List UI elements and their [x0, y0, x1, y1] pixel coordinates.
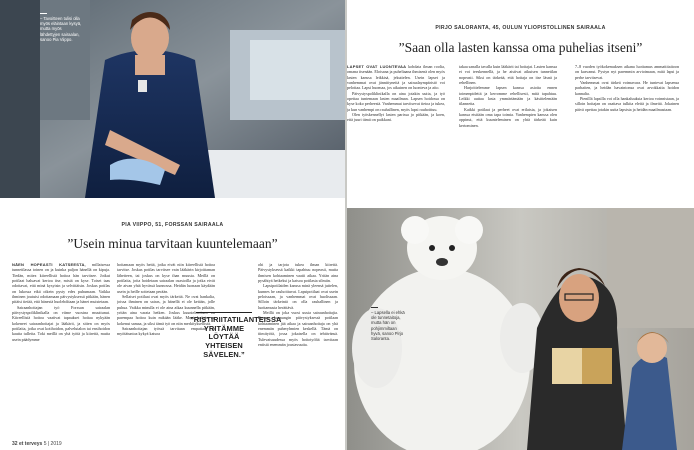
issue-number: 5 | 2019	[43, 441, 62, 447]
caption-text: – Lapsella ei ehkä ole tunnetaitoja, mutta hän on pohjimmiltaan hyvä, sanoo Pirjo Saloranta.	[371, 310, 405, 342]
paragraph: Sairaanhoitajan työ Forssan sairaalan päivystyspoliklinikalla on viime vuosina muuttunut. Kiireellisiä hoitoa vaativat tapaukset hoitaa nykyään kokeneet sairaanhoitajat ja lääkärit, ja sitten on myös potilaita, jotka ovat kotihoidon, palvelutalon tai ensihoidon kautta tulleita. Toki meillä on yhä työtä ja kiirettä, mutta usein päädymme	[12, 304, 110, 342]
body-column-1	[12, 262, 110, 437]
pullquote-rule-top	[196, 312, 252, 313]
paragraph: Päivystyspoliklinikalla on aina jotakin uutta, ja työ opettaa tuntemaan lasten maailman. Lapsen hoidossa on kyse koko perheestä. Vanhemmat tarvitsevat tietoa ja tukea, ja kun vanhempi on rauhallinen, myös lapsi rauhoittuu.	[347, 90, 445, 112]
paragraph: Lapsipotilaiden kanssa minä yleensä juttelen, kunnes he rauhoittuvat. Lapsipotilaat ovat usein peloissaan, ja vanhemmat ovat huolissaan. Silloin tärkeintä on olla rauhallinen ja luottamusta herättävä.	[258, 283, 338, 310]
page-footer	[12, 441, 62, 447]
photo-caption	[371, 307, 405, 341]
paragraph: NÄEN HOPEASTI KATSEESTA, millaisessa tunnetilassa toinen on ja kuinka paljon hänellä on kipuja. Tiedän, mitex kiireellistä hoitoa hän tarvitsee. Jotkut potilaat haluavat kertoa itse, mistä on kyse. Toiset taas odottavat, että minä kysyisin ja selvittäisin. Joskus potilas on lukossa eikä oikein pysty edes puhumaan. Vaikka ihminen joutuisi odottamaan päivystyksessä pitkään, hänen pitäisi tietää, että hänestä huolehditaan ja hänet muistetaan.	[12, 262, 110, 305]
portrait-caption	[40, 13, 82, 42]
body-column-2	[459, 64, 557, 204]
paragraph: ohi ja tarjota tukea ilman kiirettä. Päivystyksessä kaikki tapahtuu nopeasti, mutta ihmisen kohtaaminen vaatii aikaa. Yritän aina pysähtyä hetkeksi ja katsoa potilasta silmiin.	[258, 262, 338, 284]
body-column-3	[258, 262, 338, 437]
paragraph: Harjoittelemme lapsen kanssa asioita ennen toimenpidettä ja kerromme rehellisesti, mitä tapahtuu. Leikki auttaa lasta ymmärtämään ja käsittelemään tilannetta.	[459, 85, 557, 107]
paragraph: Kaikki potilaat ja perheet ovat erilaisia, ja jokaisen kanssa etsitään oma tapa toimia. Vanhempien kanssa olen oppinut, että kuunteleminen on yhtä tärkeää kuin kertominen.	[459, 106, 557, 128]
byline: PIA VIIPPO, 51, FORSSAN SAIRAALA	[121, 222, 224, 228]
caption-rule	[371, 307, 378, 308]
headline: ”Usein minua tarvitaan kuuntelemaan”	[67, 236, 278, 251]
paragraph: Sairaanhoitajan työssä tarvitaan empatiaa ja myötätuntoa kykyä katsoa	[117, 326, 215, 337]
paragraph: 7–8 vuoden työkokemuksen aikana luottamus ammattitaitoon on kasvanut. Pystyn nyt paremmin arvioimaan, mitä lapsi ja perhe tarvitsevat.	[575, 64, 679, 80]
page-number: 32	[12, 441, 18, 447]
lead-in: NÄEN HOPEASTI KATSEESTA,	[12, 262, 86, 267]
byline: PIRJO SALORANTA, 45, OULUN YLIOPISTOLLINEN SAIRAALA	[435, 25, 606, 31]
paragraph: Meillä on joka vuosi uusia sairaanhoitajia. Pienen kaupungin päivystyksessä potilaan kohtaaminen jää aikaa ja sairaanhoitaja on yhä enemmän puheryhmien keskellä. Tämä on tiimityötä, jossa jokaisella on tehtävänsä. Tulevaisuudessa myös hoitotyöltä tarvitaan entistä enemmän joustavuutta.	[258, 310, 338, 348]
paragraph: Vanhemmat ovat tärkeä voimavara. He tuntevat lapsensa parhaiten, ja heidän havaintonsa ovat arvokkaita hoidon kannalta.	[575, 80, 679, 96]
left-page	[0, 0, 345, 450]
pull-quote: ”RISTIRIITATILANTEISSA YRITÄMME LÖYTÄÄ YHTEISEN SÄVELEN.”	[190, 315, 282, 359]
paragraph: LAPSET OVAT LUONTEVAA kohdata ilman roolia, omana itsenään. Eloisana ja puheliaana ihmisenä olen myös lasten kanssa leikkisä, jekuttelen. Usein lapset ja vanhemmat ovat jännittyneitä ja sairaalaympäristö voi pelottaa. Lapsi huomaa, jos aikuinen on luonteva ja aito.	[347, 64, 445, 91]
paragraph: Sellaiset potilaat ovat myös tärkeitä. Ne ovat hankalia, joissa ihminen on sairas, ja hänellä ei ole ketään, jolle puhua. Vaikka minulla ei ole aina aikaa kuunnella pitkään, yritän aina varata hetken. Joskus kuunteleminen on parempaa hoitoa kuin mikään lääke. Moni hoitaja on kokenut samaa, ja siksi tämä työ on niin merkityksellistä.	[117, 294, 215, 326]
paragraph: Olen työskennellyt lasten parissa jo pitkään, ja koen, että juuri tämä on paikkani.	[347, 112, 445, 123]
paragraph: Pienillä lapsilla voi olla hankaluuksia kertoa voinnistaan, ja silloin hoitajan on osattava tulkita eleitä ja ilmeitä. Jokainen päivä opettaa jotakin uutta lapsista ja heidän maailmastaan.	[575, 96, 679, 112]
caption-rule	[40, 13, 47, 14]
right-page	[347, 0, 694, 450]
body-column-1	[347, 64, 445, 204]
lead-in: LAPSET OVAT LUONTEVAA	[347, 64, 407, 69]
body-column-3	[575, 64, 679, 204]
magazine-name: et terveys	[18, 441, 43, 447]
paragraph: takaa sanalla tavalla kuin lääkärit tai hoitajat. Lasten kanssa ei voi teeskennellä, ja he aistivat aikuisen tunnetilan nopeasti. Siksi on tärkeää, että hoitaja on itse läsnä ja rehellinen.	[459, 64, 557, 86]
paragraph: hoitamaan myös heitä, jotka eivät niin kiireellistä hoitoa tarvitse. Joskus potilas tarvitsee vain lääkärin kirjoittaman lähetteen, tai joskus on kyse ihan muusta. Meillä on potilaita, joita hoidetaan sairaalan osastoilla ja jotka eivät ole aivan yhtä hyvässä kunnossa. Heidän luonaan käydään usein ja heille soitetaan perään.	[117, 262, 215, 294]
caption-text: – Tavoitteen tulisi olla myös eläintaan kysyä, mutta myös lähdettyjen sairaalan, sanoo Pia Viippo.	[40, 16, 82, 42]
headline: ”Saan olla lasten kanssa oma puhelias itseni”	[398, 40, 643, 55]
